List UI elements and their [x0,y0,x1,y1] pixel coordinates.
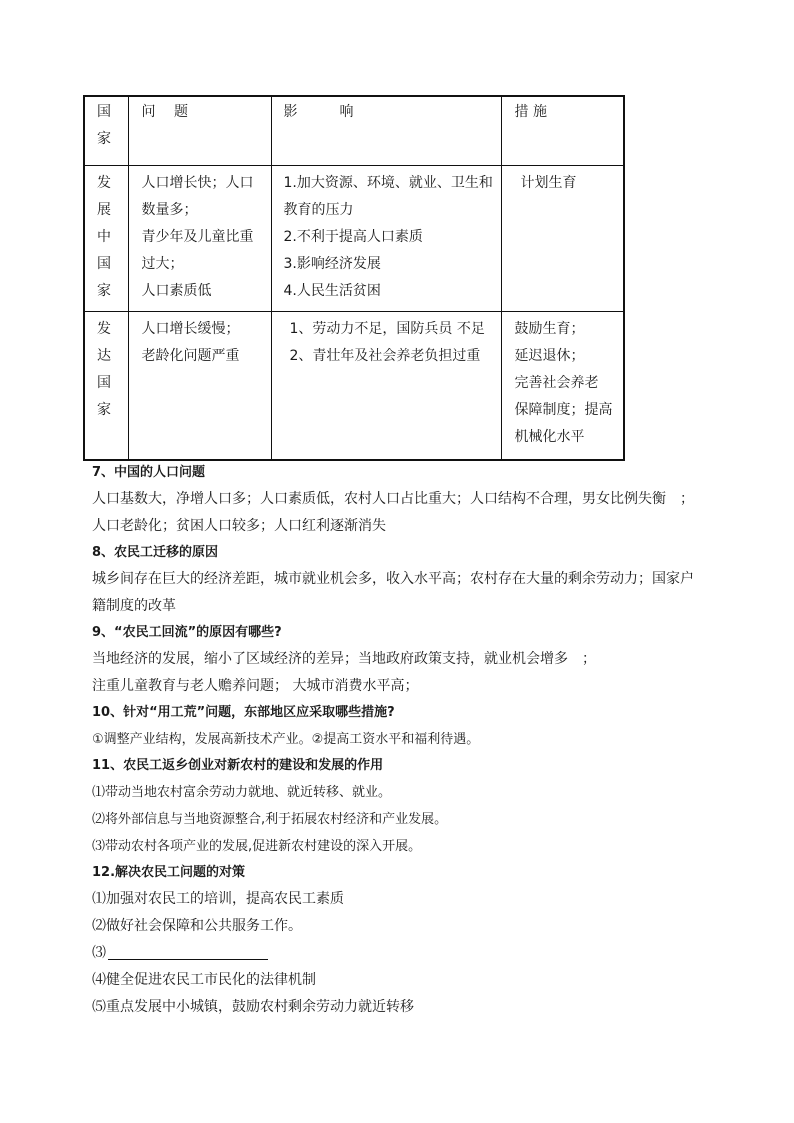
header-measures-label: 措 施 [514,104,547,120]
header-country-char: 家 [97,131,111,147]
measure-line: 鼓励生育； [514,320,585,337]
section-11-line: ⑴带动当地农村富余劳动力就地、就近转移、就业。 [92,785,392,800]
section-12-line: ⑷健全促进农民工市民化的法律机制 [92,972,316,988]
problem-line: 人口增长缓慢； [141,320,240,337]
section-7-line: 人口老龄化；贫困人口较多；人口红利逐渐消失 [92,518,386,534]
section-12-fill-blank [92,940,712,967]
problem-line: 青少年及儿童比重 [141,228,254,245]
section-9-line: 注重儿童教育与老人赡养问题； 大城市消费水平高； [92,678,419,694]
header-measures [501,96,624,165]
section-heading-8: 8、农民工迁移的原因 [92,545,219,560]
section-11-line: ⑶带动农村各项产业的发展,促进新农村建设的深入开展。 [92,839,422,854]
section-7-line: 人口基数大，净增人口多；人口素质低，农村人口占比重大；人口结构不合理，男女比例失衡 ； [92,491,694,507]
problem-line: 数量多； [141,201,198,218]
section-heading-10: 10、针对“用工荒”问题，东部地区应采取哪些措施? [92,705,395,720]
table-row-developed [84,311,624,460]
measure-line: 机械化水平 [514,428,585,445]
section-9-line: 当地经济的发展，缩小了区域经济的差异；当地政府政策支持，就业机会增多 ； [92,651,596,667]
row-measures [501,165,624,311]
table-row-developing [84,165,624,311]
header-impact [271,96,501,165]
population-table [83,95,625,461]
table-header-row [84,96,624,165]
section-8-line: 籍制度的改革 [92,598,176,614]
problem-line: 老龄化问题严重 [141,347,240,364]
impact-line: 2、青壮年及社会养老负担过重 [289,347,481,364]
country-char: 展 [97,201,111,218]
impact-line: 1.加大资源、环境、就业、卫生和 [283,174,493,191]
measure-line: 计划生育 [520,174,577,191]
measure-line: 完善社会养老 [514,374,599,391]
section-11-line: ⑵将外部信息与当地资源整合,利于拓展农村经济和产业发展。 [92,812,448,827]
header-problem-label: 问 题 [141,104,188,120]
impact-line: 2.不利于提高人口素质 [283,228,423,245]
country-char: 家 [97,282,111,299]
country-char: 达 [97,347,111,364]
problem-line: 过大； [141,255,184,272]
impact-line: 教育的压力 [283,201,354,218]
row-country [84,165,128,311]
country-char: 发 [97,320,111,337]
country-char: 家 [97,401,111,418]
section-8-line: 城乡间存在巨大的经济差距，城市就业机会多，收入水平高；农村存在大量的剩余劳动力；国家户 [92,571,694,587]
header-problem [128,96,271,165]
country-char: 国 [97,255,111,272]
problem-line: 人口素质低 [141,282,212,299]
section-heading-12: 12.解决农民工问题的对策 [92,865,246,880]
notes-content [92,460,712,1021]
measure-line: 延迟退休； [514,347,585,364]
row-impacts [271,165,501,311]
section-12-line: ⑵做好社会保障和公共服务工作。 [92,918,302,934]
country-char: 中 [97,228,111,245]
section-heading-9: 9、“农民工回流”的原因有哪些? [92,625,282,640]
section-heading-11: 11、农民工返乡创业对新农村的建设和发展的作用 [92,758,384,773]
fill-blank-line [108,943,268,960]
header-country-char: 国 [97,104,111,120]
row-problems [128,165,271,311]
section-10-line: ①调整产业结构，发展高新技术产业。②提高工资水平和福利待遇。 [92,732,480,747]
measure-line: 保障制度；提高 [514,401,613,418]
row-measures [501,311,624,460]
header-impact-label: 影 响 [283,104,354,120]
impact-line: 4.人民生活贫困 [283,282,381,299]
impact-line: 3.影响经济发展 [283,255,381,272]
fill-blank-number: ⑶ [92,945,106,961]
row-problems [128,311,271,460]
section-12-line: ⑴加强对农民工的培训，提高农民工素质 [92,891,344,907]
country-char: 发 [97,174,111,191]
country-char: 国 [97,374,111,391]
header-country [84,96,128,165]
section-12-line: ⑸重点发展中小城镇，鼓励农村剩余劳动力就近转移 [92,999,414,1015]
row-country [84,311,128,460]
section-heading-7: 7、中国的人口问题 [92,465,206,480]
row-impacts [271,311,501,460]
impact-line: 1、劳动力不足，国防兵员 不足 [289,320,485,337]
problem-line: 人口增长快；人口 [141,174,254,191]
